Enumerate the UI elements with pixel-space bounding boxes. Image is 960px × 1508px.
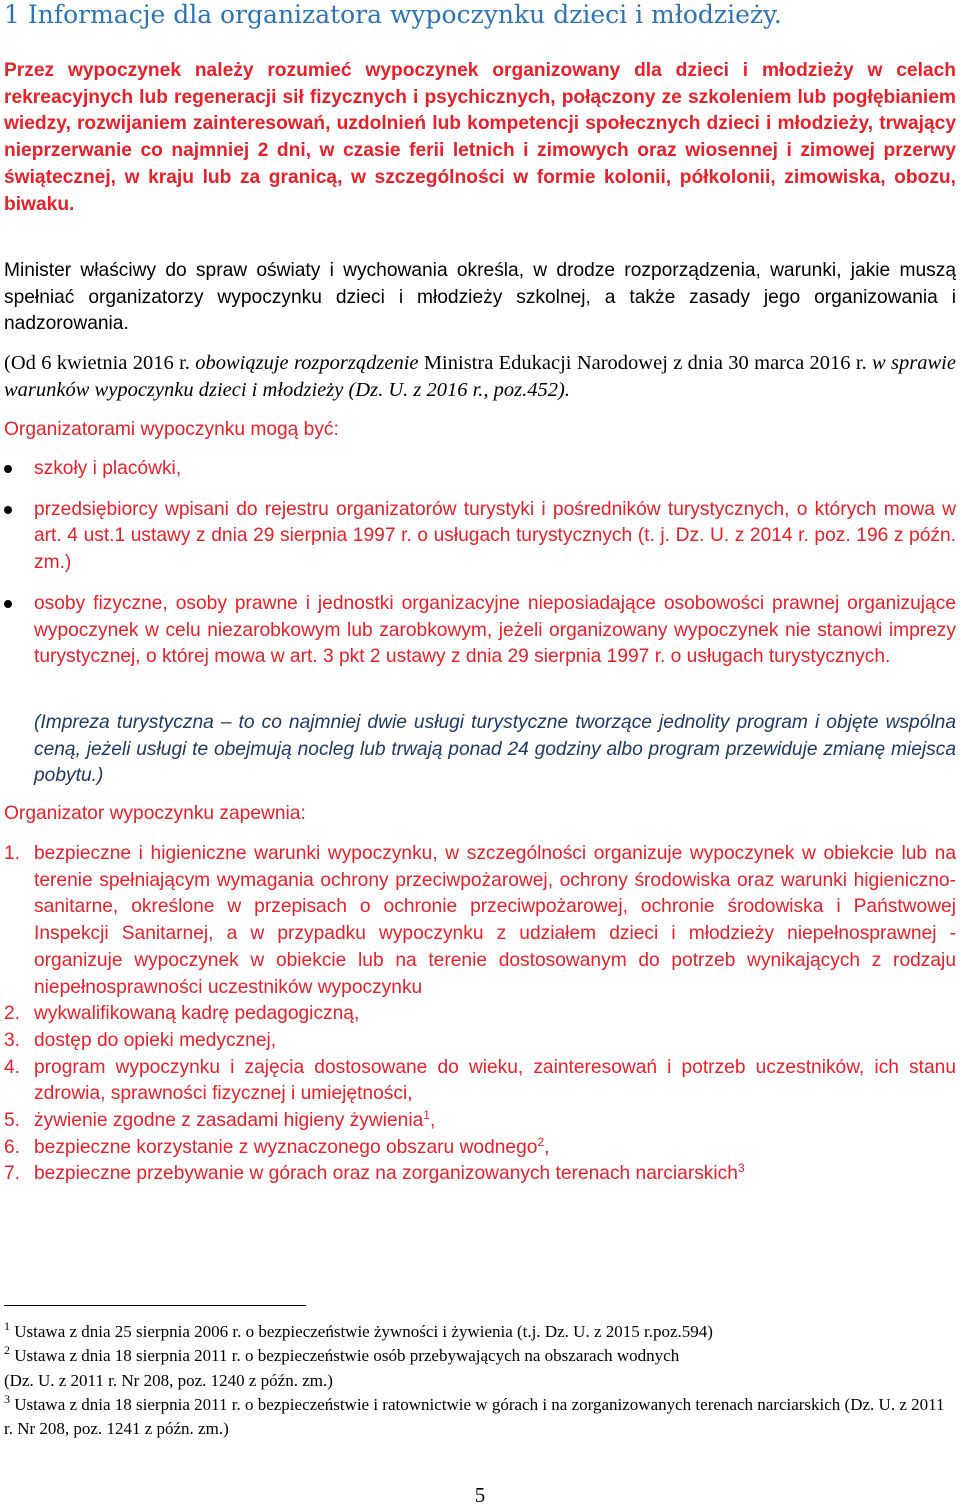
item-text: bezpieczne korzystanie z wyznaczonego obszaru wodnego: [34, 1136, 538, 1158]
list-item: [4, 456, 956, 483]
list-item: [4, 1161, 956, 1188]
regulation-part2: obowiązuje rozporządzenie: [195, 352, 419, 374]
definition-paragraph: Przez wypoczynek należy rozumieć wypoczynek organizowany dla dzieci i młodzieży w celach rekreacyjnych lub regeneracji sił fizycznych i psychicznych, połączony ze szkoleniem lub pogłębianiem wiedzy, rozwijaniem zainteresowań, uzdolnień lub kompetencji społecznych dzieci i młodzieży, trwający nieprzerwanie co najmniej 2 dni, w czasie ferii letnich i zimowych oraz wiosennej i zimowej przerwy świątecznej, w kraju lub za granicą, w szczególności w formie kolonii, półkolonii, zimowiska, obozu, biwaku.: [4, 60, 956, 215]
footnote-text: Ustawa z dnia 18 sierpnia 2011 r. o bezpieczeństwie i ratownictwie w górach i na zorganizowanych terenach narciarskich (Dz. U. z 2011 r. Nr 208, poz. 1241 z późn. zm.): [4, 1394, 945, 1439]
list-item: [4, 841, 956, 1001]
item-number: 5.: [4, 1110, 21, 1132]
item-text: żywienie zgodne z zasadami higieny żywienia: [34, 1110, 424, 1132]
list-item: [4, 1135, 956, 1162]
list-item: [4, 1028, 956, 1055]
regulation-part3: Ministra Edukacji Narodowej z dnia 30 marca 2016 r.: [418, 352, 873, 374]
list-item: [4, 591, 956, 671]
item-text: wykwalifikowaną kadrę pedagogiczną,: [34, 1003, 360, 1025]
item-text: dostęp do opieki medycznej,: [34, 1029, 277, 1051]
bullet-icon: [4, 465, 12, 473]
footnote-ref: 2: [537, 1134, 545, 1149]
item-tail: ,: [544, 1136, 550, 1158]
footnote-continuation: (Dz. U. z 2011 r. Nr 208, poz. 1240 z późn. zm.): [4, 1370, 333, 1390]
provides-heading: Organizator wypoczynku zapewnia:: [4, 803, 306, 824]
item-number: 3.: [4, 1029, 21, 1051]
footnote: [4, 1320, 956, 1344]
item-text: bezpieczne przebywanie w górach oraz na zorganizowanych terenach narciarskich: [34, 1163, 738, 1185]
list-item: [4, 497, 956, 577]
organizer-text: szkoły i placówki,: [34, 458, 182, 479]
footnote: [4, 1344, 956, 1368]
bullet-icon: [4, 506, 12, 514]
provides-list: [4, 841, 956, 1188]
item-text: program wypoczynku i zajęcia dostosowane do wieku, zainteresowań i potrzeb uczestników, ich stanu zdrowia, sprawności fizycznej i umiejętności,: [34, 1056, 956, 1105]
footnotes: [4, 1320, 956, 1441]
regulation-paragraph: [4, 350, 956, 403]
tourism-note: (Impreza turystyczna – to co najmniej dwie usługi turystyczne tworzące jednolity program i objęte wspólna ceną, jeżeli usługi te obejmują nocleg lub trwają ponad 24 godziny albo program przewiduje zmianę miejsca pobytu.): [34, 712, 956, 787]
footnote-mark: 3: [4, 1391, 10, 1406]
regulation-part4: w sprawie warunków wypoczynku dzieci i młodzieży (Dz. U. z 2016 r., poz.452).: [4, 352, 956, 401]
footnote-text: Ustawa z dnia 25 sierpnia 2006 r. o bezpieczeństwie żywności i żywienia (t.j. Dz. U. z 2015 r.poz.594): [10, 1322, 713, 1341]
item-number: 2.: [4, 1003, 21, 1025]
footnote-ref: 3: [737, 1161, 745, 1176]
organizers-list: [4, 456, 956, 671]
footnote-ref: 1: [423, 1108, 430, 1123]
page-number: 5: [474, 1483, 486, 1507]
footnote-text: Ustawa z dnia 18 sierpnia 2011 r. o bezpieczeństwie osób przebywających na obszarach wodnych: [10, 1346, 680, 1366]
bullet-icon: [4, 600, 12, 608]
organizer-text: osoby fizyczne, osoby prawne i jednostki organizacyjne nieposiadające osobowości prawnej organizujące wypoczynek w celu niezarobkowym lub zarobkowym, jeżeli organizowany wypoczynek nie stanowi imprezy turystycznej, o której mowa w art. 3 pkt 2 ustawy z dnia 29 sierpnia 1997 r. o usługach turystycznych.: [34, 592, 956, 668]
organizer-text: przedsiębiorcy wpisani do rejestru organizatorów turystyki i pośredników turystycznych, o których mowa w art. 4 ust.1 ustawy z dnia 29 sierpnia 1997 r. o usługach turystycznych (t. j. Dz. U. z 2014 r. poz. 196 z późn. zm.): [34, 498, 956, 574]
item-number: 6.: [4, 1136, 21, 1158]
footnote: [4, 1393, 956, 1442]
item-text: bezpieczne i higieniczne warunki wypoczynku, w szczególności organizuje wypoczynek w obiekcie lub na terenie spełniającym wymagania ochrony przeciwpożarowej, ochrony środowiska oraz warunki higieniczno-sanitarne, określone w przepisach o ochronie przeciwpożarowej, ochronie środowiska i Państwowej Inspekcji Sanitarnej, a w przypadku wypoczynku z udziałem dzieci i młodzieży niepełnosprawnej - organizuje wypoczynek w obiekcie lub na terenie dostosowanym do potrzeb wynikających z rodzaju niepełnosprawności uczestników wypoczynku: [34, 843, 956, 998]
list-item: [4, 1001, 956, 1028]
footnote-divider: [4, 1305, 306, 1306]
footnote-mark: 2: [4, 1343, 10, 1358]
minister-paragraph: Minister właściwy do spraw oświaty i wychowania określa, w drodze rozporządzenia, warunki, jakie muszą spełniać organizatorzy wypoczynku dzieci i młodzieży szkolnej, a także zasady jego organizowania i nadzorowania.: [4, 260, 956, 335]
organizers-heading: Organizatorami wypoczynku mogą być:: [4, 419, 339, 440]
section-heading: 1 Informacje dla organizatora wypoczynku dzieci i młodzieży.: [4, 0, 782, 29]
item-number: 7.: [4, 1163, 21, 1185]
item-tail: ,: [429, 1110, 436, 1132]
regulation-part1: (Od 6 kwietnia 2016 r.: [4, 352, 196, 374]
list-item: [4, 1055, 956, 1108]
item-number: 4.: [4, 1056, 21, 1078]
footnote-mark: 1: [4, 1319, 10, 1333]
item-number: 1.: [4, 843, 21, 864]
list-item: [4, 1108, 956, 1135]
